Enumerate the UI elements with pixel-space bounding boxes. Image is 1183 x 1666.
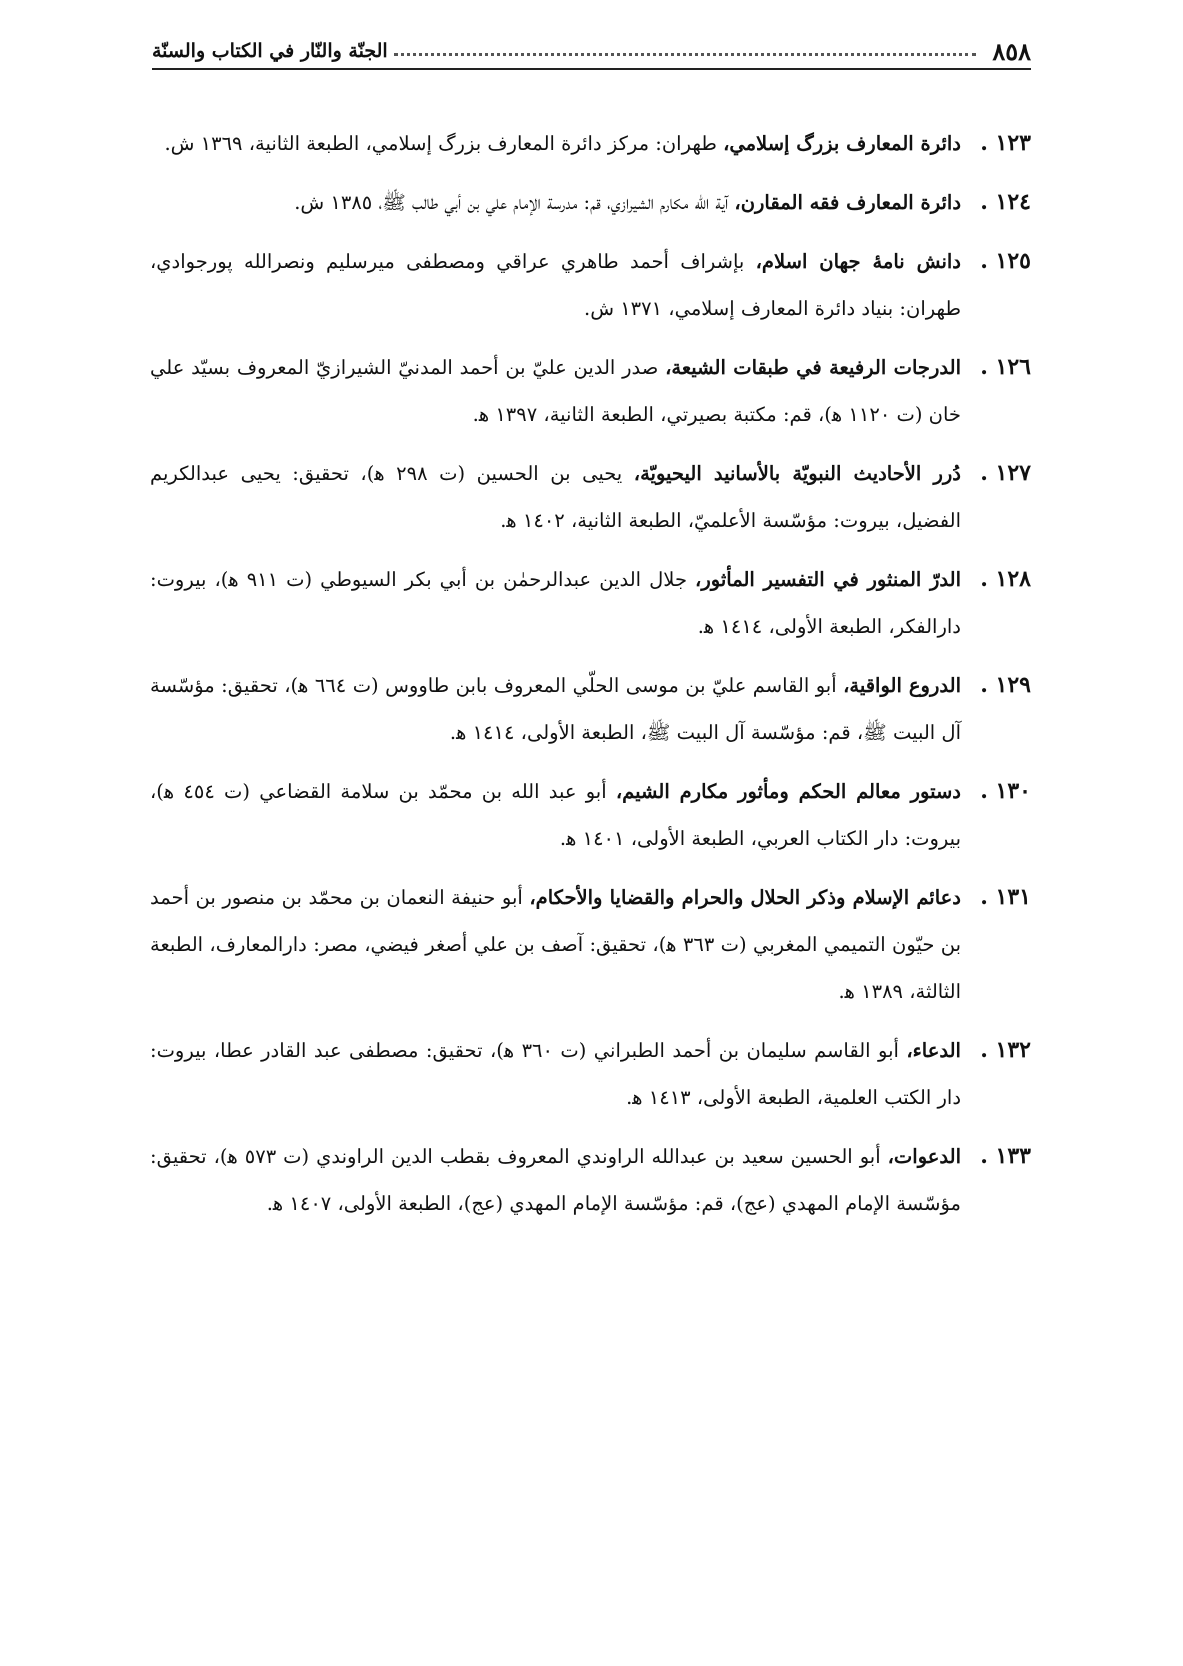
bibliography-entry <box>150 238 1031 332</box>
entry-text <box>150 450 961 544</box>
bibliography-entry <box>150 450 1031 544</box>
entry-text <box>150 662 961 756</box>
bibliography-entry <box>150 179 1031 226</box>
leader-dots <box>394 53 977 56</box>
entry-details: صدر الدين عليّ بن أحمد المدنيّ الشيرازيّ المعروف بسيّد علي خان (ت ١١٢٠ ه‍)، قم: مكتبة بصيرتي، الطبعة الثانية، ١٣٩٧ ه‍. <box>150 356 961 426</box>
entry-number: ١٣١ . <box>980 884 1031 910</box>
entry-number: ١٢٣ . <box>980 130 1031 156</box>
entry-title: الدعاء، <box>906 1039 961 1062</box>
entry-details: بإشراف أحمد طاهري عراقي ومصطفى ميرسليم ونصرالله پورجوادي، طهران: بنياد دائرة المعارف إسلامي، ١٣٧١ ش. <box>150 250 961 320</box>
entry-text <box>150 120 961 167</box>
entry-title: الدروع الواقية، <box>843 674 961 697</box>
entry-number: ١٣٠ . <box>980 778 1031 804</box>
entry-title: دستور معالم الحكم ومأثور مكارم الشيم، <box>615 780 961 803</box>
entry-text <box>150 556 961 650</box>
entry-title: دعائم الإسلام وذكر الحلال والحرام والقضايا والأحكام، <box>529 886 961 909</box>
entry-details: أبو حنيفة النعمان بن محمّد بن منصور بن أحمد بن حيّون التميمي المغربي (ت ٣٦٣ ه‍)، تحقيق: آصف بن علي أصغر فيضي، مصر: دارالمعارف، الطبعة الثالثة، ١٣٨٩ ه‍. <box>150 886 961 1003</box>
entry-details: أبو القاسم سليمان بن أحمد الطبراني (ت ٣٦٠ ه‍)، تحقيق: مصطفى عبد القادر عطا، بيروت: دار الكتب العلمية، الطبعة الأولى، ١٤١٣ ه‍. <box>150 1039 961 1109</box>
bibliography-entry <box>150 1027 1031 1121</box>
page-number: ٨٥٨ <box>992 36 1031 66</box>
bibliography-entry <box>150 1133 1031 1227</box>
entry-number: ١٢٨ . <box>980 566 1031 592</box>
entry-text <box>150 344 961 438</box>
entry-title: الدرجات الرفيعة في طبقات الشيعة، <box>665 356 961 379</box>
entry-number: ١٢٤ . <box>980 189 1031 215</box>
entry-title: الدرّ المنثور في التفسير المأثور، <box>695 568 961 591</box>
entry-number: ١٣٣ . <box>980 1143 1031 1169</box>
entry-title: دائرة المعارف بزرگ إسلامي، <box>723 132 961 155</box>
bibliography-entry <box>150 556 1031 650</box>
entry-text <box>150 768 961 862</box>
bibliography-entry <box>150 874 1031 1015</box>
entry-number: ١٢٧ . <box>980 460 1031 486</box>
bibliography-entry <box>150 768 1031 862</box>
entry-title: دُرر الأحاديث النبويّة بالأسانيد اليحيويّة، <box>633 462 961 485</box>
running-header <box>152 34 1031 70</box>
entry-number: ١٢٦ . <box>980 354 1031 380</box>
entry-details: أبو عبد الله بن محمّد بن سلامة القضاعي (ت ٤٥٤ ه‍)، بيروت: دار الكتاب العربي، الطبعة الأولى، ١٤٠١ ه‍. <box>150 780 961 850</box>
entry-details: أبو الحسين سعيد بن عبدالله الراوندي المعروف بقطب الدين الراوندي (ت ٥٧٣ ه‍)، تحقيق: مؤسّسة الإمام المهدي (عج)، قم: مؤسّسة الإمام المهدي (عج)، الطبعة الأولى، ١٤٠٧ ه‍. <box>150 1145 961 1215</box>
bibliography-entry <box>150 344 1031 438</box>
entry-details: آية الله مكارم الشيرازي، قم: مدرسة الإمام علي بن أبي طالب ﷺ، ١٣٨٥ ش. <box>294 191 735 214</box>
bibliography-entry <box>150 662 1031 756</box>
entry-text <box>150 1027 961 1121</box>
bibliography-list <box>150 120 1031 1239</box>
entry-title: دائرة المعارف فقه المقارن، <box>734 191 961 214</box>
entry-text <box>150 238 961 332</box>
entry-details: أبو القاسم عليّ بن موسى الحلّي المعروف بابن طاووس (ت ٦٦٤ ه‍)، تحقيق: مؤسّسة آل البيت ﷺ، قم: مؤسّسة آل البيت ﷺ، الطبعة الأولى، ١٤١٤ ه‍. <box>150 674 961 744</box>
entry-title: دانش نامهٔ جهان اسلام، <box>755 250 961 273</box>
entry-text <box>150 179 961 226</box>
entry-number: ١٢٥ . <box>980 248 1031 274</box>
entry-details: طهران: مركز دائرة المعارف بزرگ إسلامي، الطبعة الثانية، ١٣٦٩ ش. <box>164 132 724 155</box>
entry-text <box>150 1133 961 1227</box>
entry-details: يحيى بن الحسين (ت ٢٩٨ ه‍)، تحقيق: يحيى عبدالكريم الفضيل، بيروت: مؤسّسة الأعلميّ، الطبعة الثانية، ١٤٠٢ ه‍. <box>150 462 961 532</box>
entry-title: الدعوات، <box>887 1145 961 1168</box>
entry-number: ١٢٩ . <box>980 672 1031 698</box>
entry-number: ١٣٢ . <box>980 1037 1031 1063</box>
running-title: الجنّة والنّار في الكتاب والسنّة <box>152 40 388 62</box>
entry-details: جلال الدين عبدالرحمٰن بن أبي بكر السيوطي (ت ٩١١ ه‍)، بيروت: دارالفكر، الطبعة الأولى، ١٤١٤ ه‍. <box>150 568 961 638</box>
entry-text <box>150 874 961 1015</box>
bibliography-entry <box>150 120 1031 167</box>
